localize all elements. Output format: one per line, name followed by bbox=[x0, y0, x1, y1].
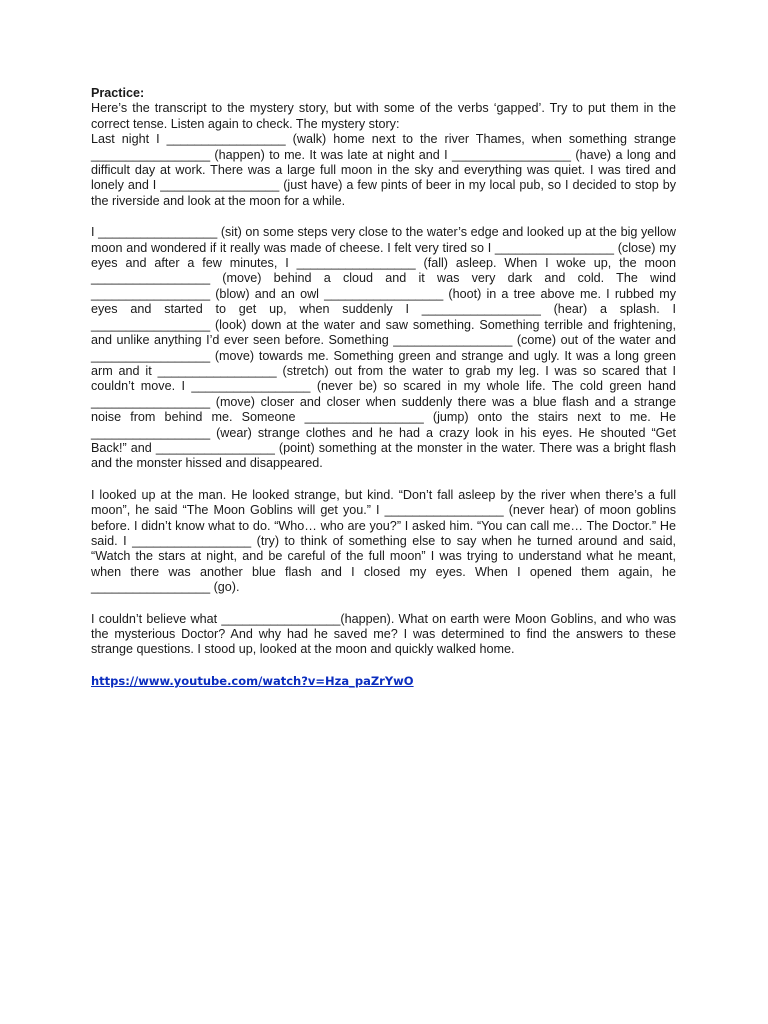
story-paragraph-3: I looked up at the man. He looked strange, but kind. “Don’t fall asleep by the river when there’s a full moon”, he said “The Moon Goblins will get you.” I _________________ (never hear) of moon goblins before. I didn’t know what to do. “Who… who are you?” I asked him. “You can call me… The Doctor.” He said. I _________________ (try) to think of something else to say when he turned around and said, “Watch the stars at night, and be careful of the full moon” I was trying to understand what he meant, when there was another blue flash and I closed my eyes. When I opened them again, he _________________ (go). bbox=[91, 487, 676, 595]
story-paragraph-1: Last night I _________________ (walk) home next to the river Thames, when something strange _________________ (happen) to me. It was late at night and I _________________ (have) a long and difficult day at work. There was a large full moon in the sky and everything was quiet. I was tired and lonely and I _________________ (just have) a few pints of beer in my local pub, so I decided to stop by the riverside and look at the moon for a while. bbox=[91, 132, 676, 208]
practice-heading: Practice: bbox=[91, 86, 145, 100]
youtube-link[interactable]: https://www.youtube.com/watch?v=Hza_paZrYwO bbox=[91, 673, 414, 688]
document-page bbox=[91, 86, 676, 689]
intro-paragraph: Here’s the transcript to the mystery story, but with some of the verbs ‘gapped’. Try to put them in the correct tense. Listen again to check. The mystery story: bbox=[91, 101, 676, 131]
story-paragraph-4: I couldn’t believe what _________________(happen). What on earth were Moon Goblins, and who was the mysterious Doctor? And why had he saved me? I was determined to find the answers to these strange questions. I stood up, looked at the moon and quickly walked home. bbox=[91, 611, 676, 657]
link-container bbox=[91, 674, 676, 689]
story-paragraph-2: I _________________ (sit) on some steps very close to the water’s edge and looked up at the big yellow moon and wondered if it really was made of cheese. I felt very tired so I _________________ (close) my eyes and after a few minutes, I _________________ (fall) asleep. When I woke up, the moon _________________ (move) behind a cloud and it was very dark and cold. The wind _________________ (blow) and an owl _________________ (hoot) in a tree above me. I rubbed my eyes and started to get up, when suddenly I _________________ (hear) a splash. I _________________ (look) down at the water and saw something. Something terrible and frightening, and unlike anything I’d ever seen before. Something _________________ (come) out of the water and _________________ (move) towards me. Something green and strange and ugly. It was a long green arm and it _________________ (stretch) out from the water to grab my leg. I was so scared that I couldn’t move. I _________________ (never be) so scared in my whole life. The cold green hand _________________ (move) closer and closer when suddenly there was a blue flash and a strange noise from behind me. Someone _________________ (jump) onto the stairs next to me. He _________________ (wear) strange clothes and he had a crazy look in his eyes. He shouted “Get Back!” and _________________ (point) something at the monster in the water. There was a bright flash and the monster hissed and disappeared. bbox=[91, 225, 676, 471]
